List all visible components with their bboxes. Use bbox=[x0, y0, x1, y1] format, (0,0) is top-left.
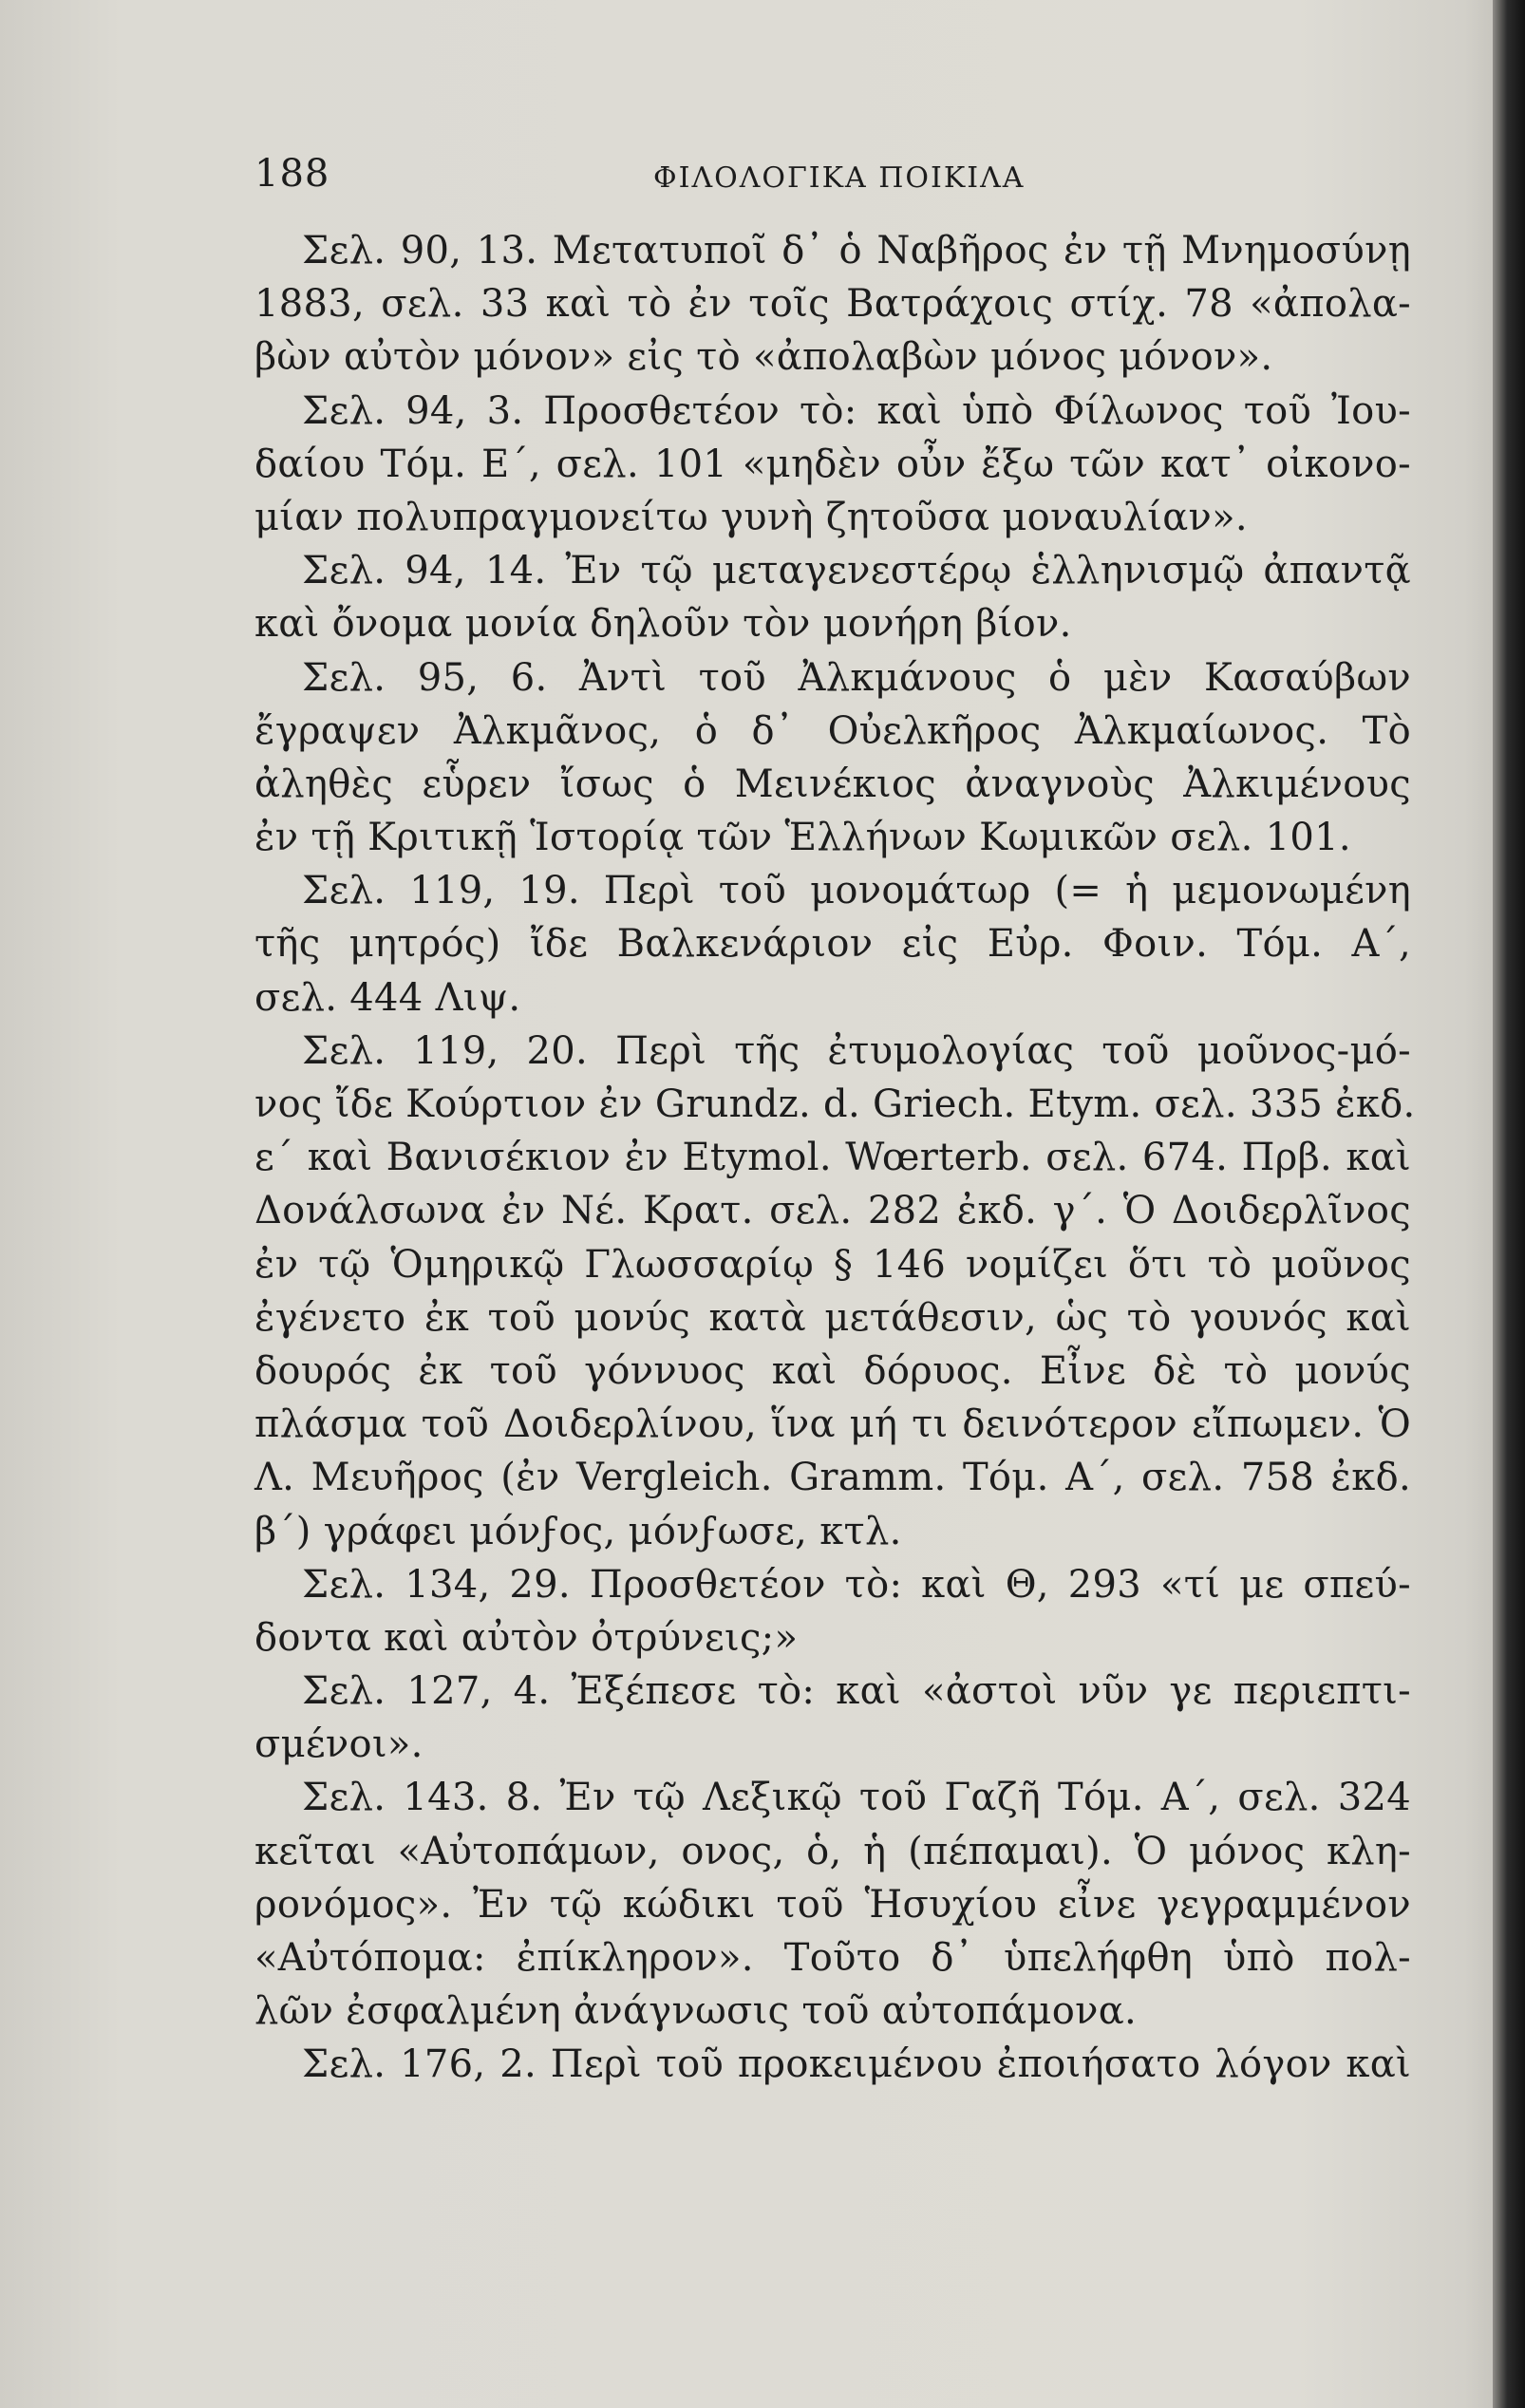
text-line: Σελ. 143. 8. Ἐν τῷ Λεξικῷ τοῦ Γαζῆ Τόμ. Α΄, σελ. 324 bbox=[302, 1776, 1411, 1820]
text-line: Δονάλσωνα ἐν Νέ. Κρατ. σελ. 282 ἐκδ. γ΄. Ὁ Δοιδερλῖνος bbox=[254, 1189, 1411, 1233]
text-line: βὼν αὐτὸν μόνον» εἰς τὸ «ἀπολαβὼν μόνος μόνον». bbox=[254, 335, 1273, 380]
text-line: ε΄ καὶ Βανισέκιον ἐν Etymol. Wœrterb. σελ. 674. Πρβ. καὶ bbox=[254, 1136, 1411, 1180]
text-line: ἐγένετο ἐκ τοῦ μονύς κατὰ μετάθεσιν, ὡς τὸ γουνός καὶ bbox=[254, 1295, 1411, 1340]
text-line: σελ. 444 Λιψ. bbox=[254, 975, 521, 1020]
text-line: «Αὐτόπομα: ἐπίκληρον». Τοῦτο δ᾽ ὑπελήφθη ὑπὸ πολ- bbox=[254, 1936, 1411, 1980]
text-line: ἀληθὲς εὗρεν ἴσως ὁ Μεινέκιος ἀναγνοὺς Ἀλκιμένους bbox=[254, 762, 1411, 806]
text-line: β΄) γράφει μόνϝος, μόνϝωσε, κτλ. bbox=[254, 1509, 902, 1553]
text-line: Σελ. 119, 19. Περὶ τοῦ μονομάτωρ (= ἡ μεμονωμένη bbox=[302, 869, 1411, 913]
text-line: καὶ ὄνομα μονία δηλοῦν τὸν μονήρη βίον. bbox=[254, 602, 1072, 647]
text-line: νος ἴδε Κούρτιον ἐν Grundz. d. Griech. Etym. σελ. 335 ἐκδ. bbox=[254, 1082, 1416, 1126]
text-line: Σελ. 176, 2. Περὶ τοῦ προκειμένου ἐποιήσατο λόγον καὶ bbox=[302, 2042, 1411, 2087]
text-line: ἐν τῇ Κριτικῇ Ἱστορίᾳ τῶν Ἑλλήνων Κωμικῶν σελ. 101. bbox=[254, 816, 1351, 860]
text-line: πλάσμα τοῦ Δοιδερλίνου, ἵνα μή τι δεινότερον εἴπωμεν. Ὁ bbox=[254, 1402, 1411, 1447]
text-line: 1883, σελ. 33 καὶ τὸ ἐν τοῖς Βατράχοις στίχ. 78 «ἀπολα- bbox=[254, 282, 1411, 327]
text-line: Σελ. 119, 20. Περὶ τῆς ἐτυμολογίας τοῦ μοῦνος-μό- bbox=[302, 1028, 1411, 1073]
text-line: δαίου Τόμ. Ε΄, σελ. 101 «μηδὲν οὖν ἔξω τῶν κατ᾽ οἰκονο- bbox=[254, 442, 1411, 486]
page-number: 188 bbox=[254, 152, 330, 196]
text-line: Σελ. 127, 4. Ἐξέπεσε τὸ: καὶ «ἀστοὶ νῦν γε περιεπτι- bbox=[302, 1669, 1411, 1714]
text-line: λῶν ἐσφαλμένη ἀνάγνωσις τοῦ αὐτοπάμονα. bbox=[254, 1989, 1138, 2034]
text-line: δουρός ἐκ τοῦ γόννυος καὶ δόρυος. Εἶνε δὲ τὸ μονύς bbox=[254, 1348, 1411, 1393]
text-line: τῆς μητρός) ἴδε Βαλκενάριον εἰς Εὐρ. Φοιν. Τόμ. Α΄, bbox=[254, 922, 1411, 967]
text-line: Σελ. 134, 29. Προσθετέον τὸ: καὶ Θ, 293 «τί με σπεύ- bbox=[302, 1562, 1411, 1607]
text-line: μίαν πολυπραγμονείτω γυνὴ ζητοῦσα μοναυλίαν». bbox=[254, 495, 1248, 539]
text-line: Σελ. 90, 13. Μετατυποῖ δ᾽ ὁ Ναβῆρος ἐν τῇ Μνημοσύνῃ bbox=[302, 229, 1411, 273]
page-header bbox=[254, 152, 1403, 209]
text-line: Σελ. 94, 14. Ἐν τῷ μεταγενεστέρῳ ἑλληνισμῷ ἀπαντᾷ bbox=[302, 549, 1411, 593]
text-line: σμένοι». bbox=[254, 1722, 424, 1767]
text-line: κεῖται «Αὐτοπάμων, ονος, ὁ, ἡ (πέπαμαι). Ὁ μόνος κλη- bbox=[254, 1829, 1411, 1873]
text-line: Λ. Μευῆρος (ἐν Vergleich. Gramm. Τόμ. Α΄, σελ. 758 ἐκδ. bbox=[254, 1456, 1411, 1500]
text-line: ἐν τῷ Ὁμηρικῷ Γλωσσαρίῳ § 146 νομίζει ὅτι τὸ μοῦνος bbox=[254, 1242, 1411, 1287]
running-title: ΦΙΛΟΛΟΓΙΚΑ ΠΟΙΚΙΛΑ bbox=[653, 161, 1026, 195]
text-line: Σελ. 95, 6. Ἀντὶ τοῦ Ἀλκμάνους ὁ μὲν Κασαύβων bbox=[302, 655, 1411, 700]
text-line: ρονόμος». Ἐν τῷ κώδικι τοῦ Ἡσυχίου εἶνε γεγραμμένον bbox=[254, 1882, 1411, 1927]
text-line: δοντα καὶ αὐτὸν ὀτρύνεις;» bbox=[254, 1615, 799, 1660]
text-line: ἔγραψεν Ἀλκμᾶνος, ὁ δ᾽ Οὐελκῆρος Ἀλκμαίωνος. Τὸ bbox=[254, 708, 1411, 753]
body-text bbox=[254, 224, 1416, 2092]
text-line: Σελ. 94, 3. Προσθετέον τὸ: καὶ ὑπὸ Φίλωνος τοῦ Ἰου- bbox=[302, 388, 1411, 433]
page-edge-shadow bbox=[1493, 0, 1525, 2408]
